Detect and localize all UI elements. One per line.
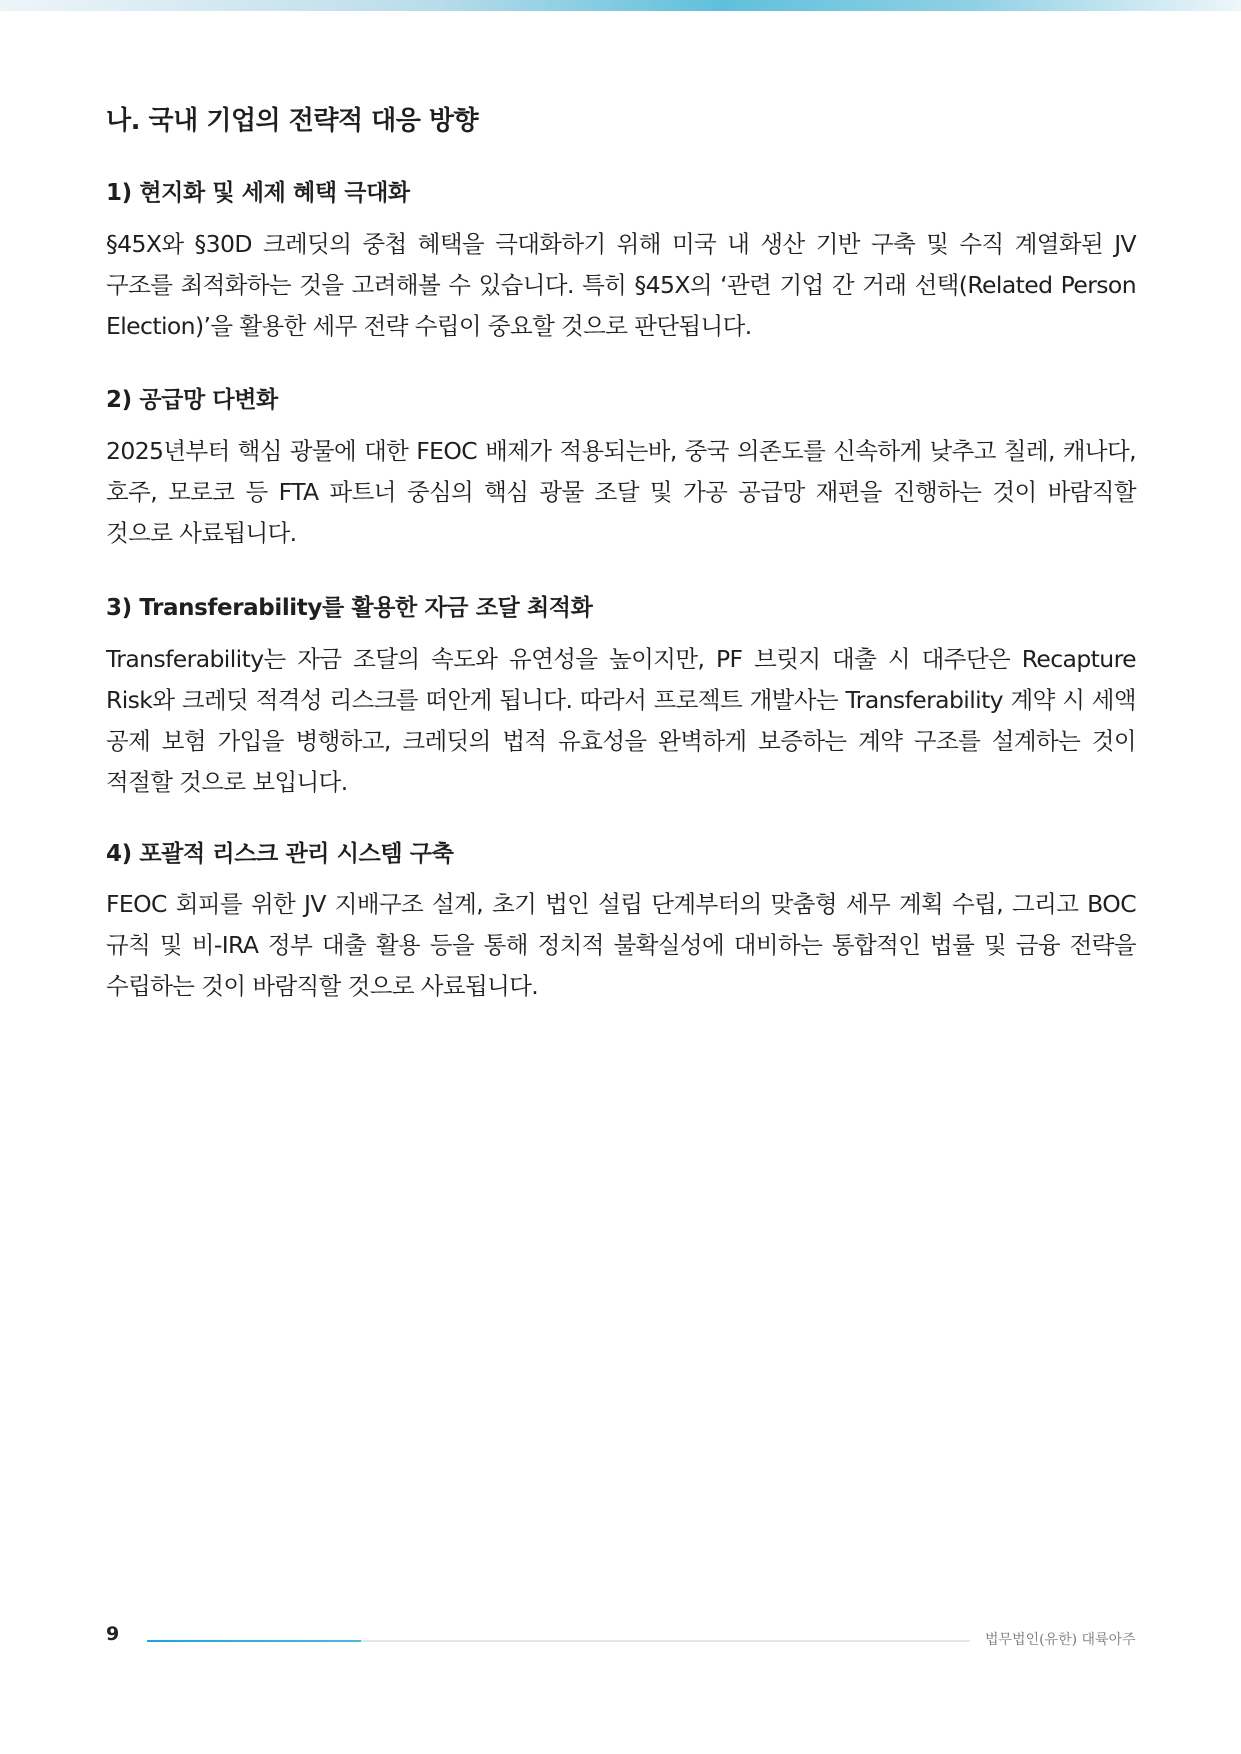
- item-body-1: §45X와 §30D 크레딧의 중첩 혜택을 극대화하기 위해 미국 내 생산 기반 구축 및 수직 계열화된 JV 구조를 최적화하는 것을 고려해볼 수 있습니다. 특히 §45X의 ‘관련 기업 간 거래 선택(Related Person Election)’을 활용한 세무 전략 수립이 중요할 것으로 판단됩니다.: [106, 230, 1136, 340]
- page-number: 9: [106, 1623, 120, 1645]
- footer-organization: 법무법인(유한) 대륙아주: [985, 1632, 1136, 1648]
- section-title: 나. 국내 기업의 전략적 대응 방향: [106, 106, 479, 136]
- item-body-3: Transferability는 자금 조달의 속도와 유연성을 높이지만, PF 브릿지 대출 시 대주단은 Recapture Risk와 크레딧 적격성 리스크를 떠안게 됩니다. 따라서 프로젝트 개발사는 Transferability 계약 시 세액 공제 보험 가입을 병행하고, 크레딧의 법적 유효성을 완벽하게 보증하는 계약 구조를 설계하는 것이 적절할 것으로 보입니다.: [106, 645, 1136, 796]
- item-body-4: FEOC 회피를 위한 JV 지배구조 설계, 초기 법인 설립 단계부터의 맞춤형 세무 계획 수립, 그리고 BOC 규칙 및 비-IRA 정부 대출 활용 등을 통해 정치적 불확실성에 대비하는 통합적인 법률 및 금융 전략을 수립하는 것이 바람직할 것으로 사료됩니다.: [106, 890, 1136, 1000]
- item-heading-4: 4) 포괄적 리스크 관리 시스템 구축: [106, 841, 454, 867]
- footer-progress-line: [147, 1640, 970, 1642]
- item-heading-3: 3) Transferability를 활용한 자금 조달 최적화: [106, 595, 593, 621]
- item-heading-1: 1) 현지화 및 세제 혜택 극대화: [106, 180, 410, 206]
- item-body-2: 2025년부터 핵심 광물에 대한 FEOC 배제가 적용되는바, 중국 의존도를 신속하게 낮추고 칠레, 캐나다, 호주, 모로코 등 FTA 파트너 중심의 핵심 광물 조달 및 가공 공급망 재편을 진행하는 것이 바람직할 것으로 사료됩니다.: [106, 437, 1136, 547]
- top-gradient-bar: [0, 0, 1241, 11]
- item-heading-2: 2) 공급망 다변화: [106, 387, 278, 413]
- footer-progress-fill: [147, 1640, 361, 1642]
